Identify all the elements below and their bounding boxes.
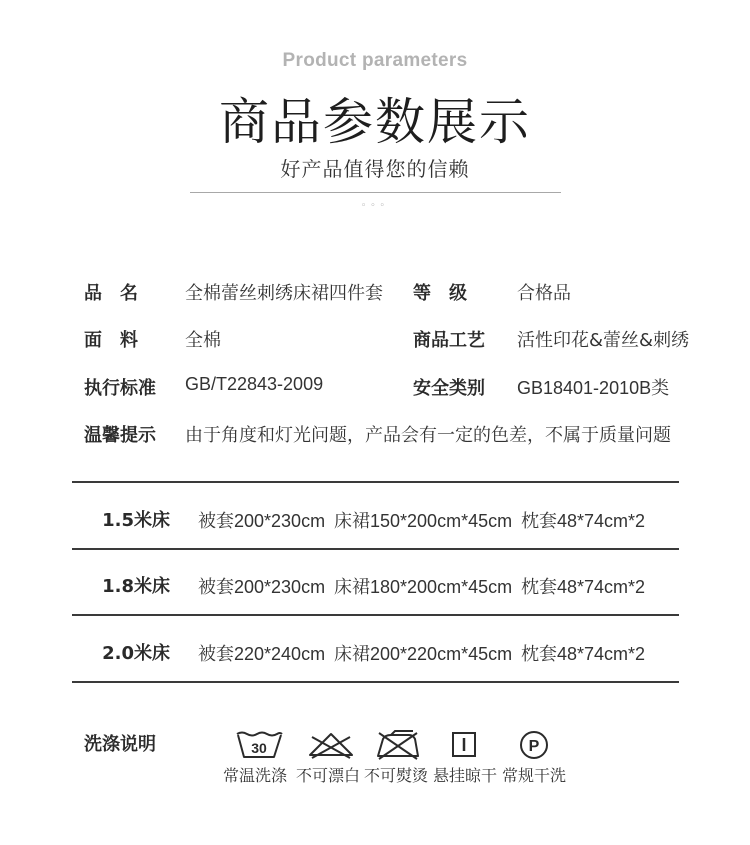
wash-caption-1: 常温洗涤 [223,766,288,785]
wash-caption-3: 不可熨烫 [364,766,429,785]
no-iron-icon [373,729,423,761]
dry-clean-icon [509,729,559,761]
washing-title: 洗涤说明 [84,734,156,755]
subtitle: 好产品值得您的信赖 [280,157,470,181]
size-skirt-2: 床裙180*200cm*45cm [334,577,513,597]
size-skirt-3: 床裙200*220cm*45cm [334,644,513,664]
table-rule-bottom [72,681,679,683]
param-value-safety: GB18401-2010B类 [517,378,670,398]
title-divider [190,192,561,193]
param-label-standard: 执行标准 [84,378,156,399]
param-label-tip: 温馨提示 [84,425,156,446]
dry-clean-letter: P [528,738,540,755]
page-title: 商品参数展示 [219,93,531,151]
size-bed-2: 1.8米床 [102,576,170,597]
param-label-safety: 安全类别 [413,378,485,399]
hang-dry-icon [440,729,490,761]
size-duvet-2: 被套200*230cm [198,577,326,597]
table-rule [72,614,679,616]
param-value-fabric: 全棉 [185,330,221,351]
size-pillow-2: 枕套48*74cm*2 [521,577,646,597]
size-duvet-1: 被套200*230cm [198,511,326,531]
param-value-grade: 合格品 [517,283,571,304]
size-bed-1: 1.5米床 [102,510,170,531]
param-value-name: 全棉蕾丝刺绣床裙四件套 [185,283,383,304]
param-value-standard: GB/T22843-2009 [185,374,324,394]
wash-caption-5: 常规干洗 [502,766,567,785]
wash-caption-2: 不可漂白 [296,766,361,785]
wash-30-icon [234,729,284,761]
decorative-dots: ◦◦◦ [361,201,389,211]
size-skirt-1: 床裙150*200cm*45cm [334,511,513,531]
no-bleach-icon [306,729,356,761]
param-label-name: 品 名 [84,283,138,304]
table-rule [72,548,679,550]
param-label-craft: 商品工艺 [413,330,485,351]
wash-caption-4: 悬挂晾干 [433,766,498,785]
english-title: Product parameters [282,50,468,71]
wash-temp-text: 30 [251,740,267,756]
table-rule-top [72,481,679,483]
size-pillow-3: 枕套48*74cm*2 [521,644,646,664]
param-value-tip: 由于角度和灯光问题，产品会有一定的色差，不属于质量问题 [185,425,671,446]
param-value-craft: 活性印花&蕾丝&刺绣 [517,330,690,351]
size-bed-3: 2.0米床 [102,643,170,664]
size-duvet-3: 被套220*240cm [198,644,326,664]
param-label-grade: 等 级 [413,283,467,304]
size-pillow-1: 枕套48*74cm*2 [521,511,646,531]
param-label-fabric: 面 料 [84,330,138,351]
